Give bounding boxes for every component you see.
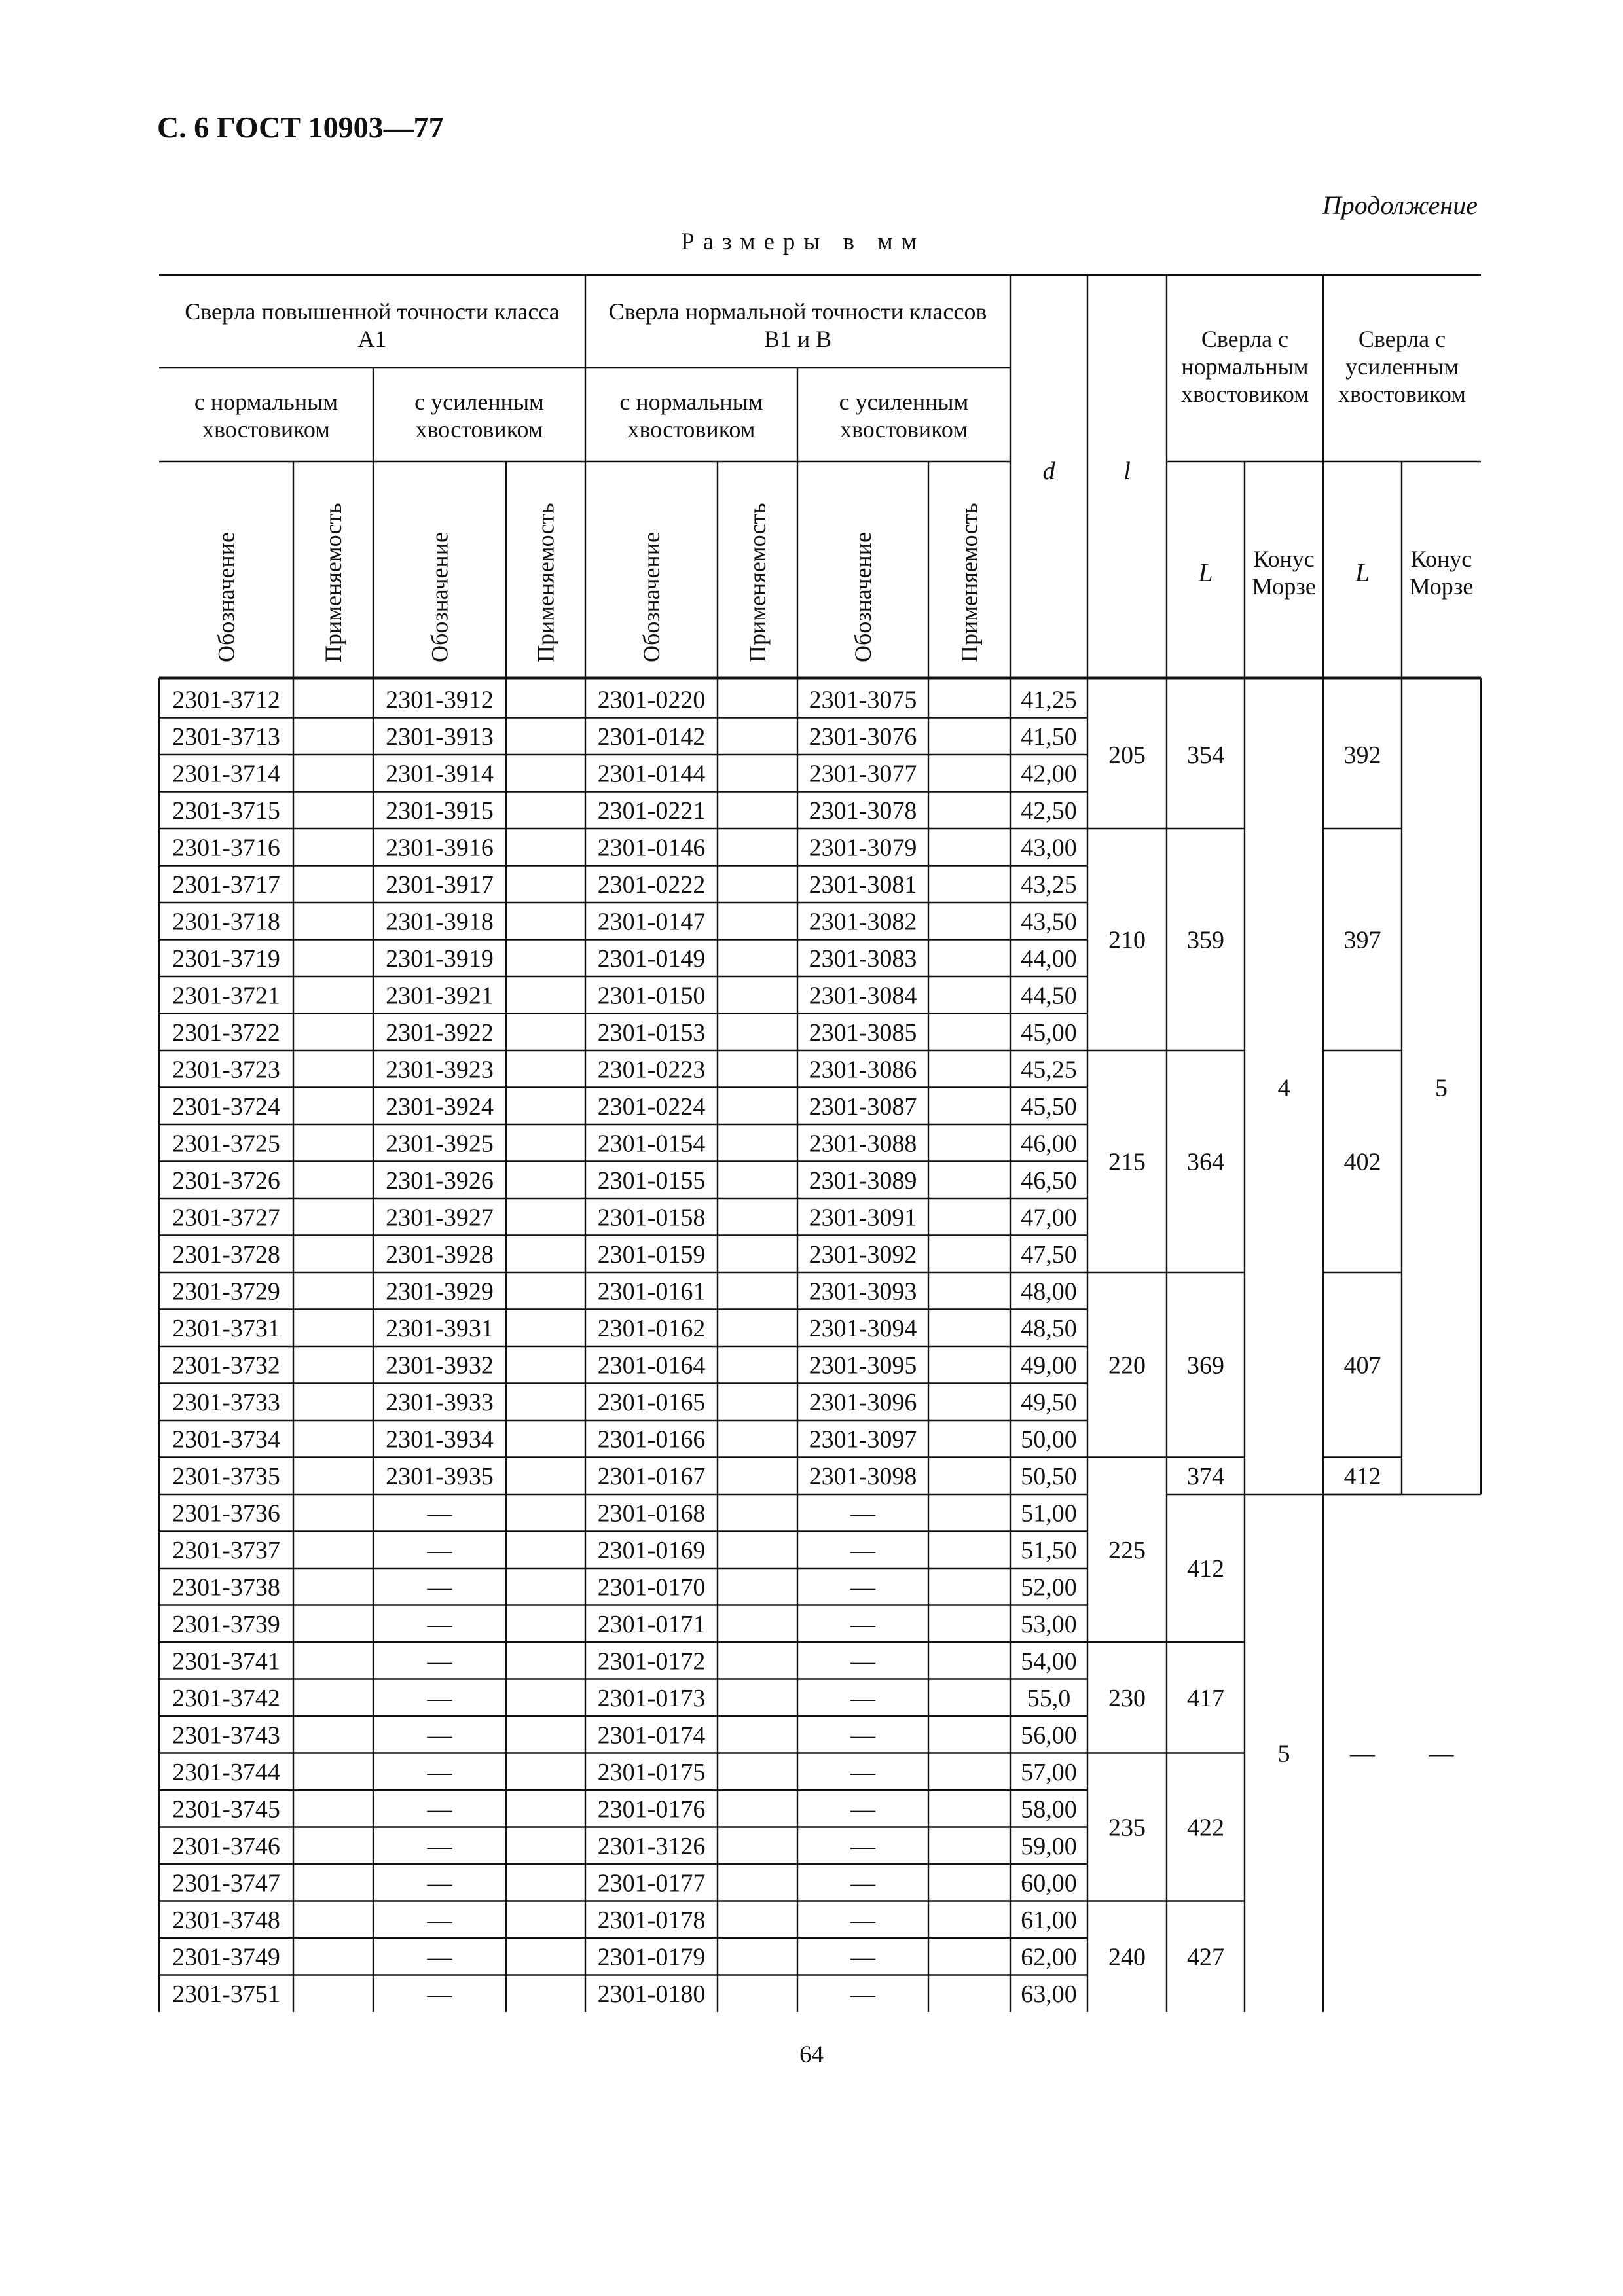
cell-d: 47,50 bbox=[1021, 1240, 1077, 1268]
cell-designation-a1-normal: 2301-3749 bbox=[172, 1943, 280, 1971]
cell-d: 42,50 bbox=[1021, 797, 1077, 825]
cell-designation-a1-reinforced: 2301-3933 bbox=[386, 1388, 494, 1416]
cell-designation-b-reinforced: 2301-3095 bbox=[809, 1352, 917, 1380]
cell-designation-b-reinforced: — bbox=[850, 1647, 875, 1676]
cell-designation-b-normal: 2301-0161 bbox=[597, 1278, 706, 1306]
cell-designation-a1-reinforced: 2301-3922 bbox=[386, 1018, 494, 1047]
cell-L-reinforced: 412 bbox=[1343, 1462, 1381, 1490]
cell-designation-a1-normal: 2301-3751 bbox=[172, 1980, 280, 2008]
header-drills-normal-shank: Сверла с bbox=[1201, 326, 1289, 352]
header-reinforced-shank: хвостовиком bbox=[840, 416, 968, 442]
cell-designation-b-reinforced: — bbox=[850, 1684, 875, 1712]
header-designation: Обозначение bbox=[638, 532, 665, 662]
cell-designation-b-reinforced: 2301-3078 bbox=[809, 797, 917, 825]
cell-designation-a1-reinforced: 2301-3929 bbox=[386, 1278, 494, 1306]
cell-L-normal: 374 bbox=[1187, 1462, 1224, 1490]
cell-designation-b-normal: 2301-0162 bbox=[597, 1314, 706, 1342]
cell-designation-a1-normal: 2301-3727 bbox=[172, 1204, 280, 1232]
header-reinforced-shank: с усиленным bbox=[414, 389, 544, 415]
cell-designation-b-reinforced: — bbox=[850, 1795, 875, 1823]
cell-designation-a1-normal: 2301-3745 bbox=[172, 1795, 280, 1823]
cell-designation-a1-reinforced: — bbox=[427, 1943, 452, 1971]
cell-designation-b-reinforced: 2301-3076 bbox=[809, 723, 917, 751]
cell-designation-a1-normal: 2301-3743 bbox=[172, 1721, 280, 1749]
cell-designation-b-reinforced: — bbox=[850, 1943, 875, 1971]
cell-designation-b-reinforced: 2301-3075 bbox=[809, 686, 917, 714]
cell-designation-a1-reinforced: 2301-3913 bbox=[386, 723, 494, 751]
cell-designation-b-reinforced: — bbox=[850, 1610, 875, 1638]
cell-d: 47,00 bbox=[1021, 1204, 1077, 1232]
cell-L-normal: 427 bbox=[1187, 1943, 1224, 1971]
cell-l: 215 bbox=[1108, 1148, 1146, 1176]
cell-designation-a1-reinforced: — bbox=[427, 1721, 452, 1749]
cell-designation-a1-reinforced: — bbox=[427, 1980, 452, 2008]
cell-designation-b-normal: 2301-0154 bbox=[597, 1130, 706, 1158]
cell-d: 58,00 bbox=[1021, 1795, 1077, 1823]
cell-d: 42,00 bbox=[1021, 760, 1077, 788]
cell-d: 51,50 bbox=[1021, 1536, 1077, 1564]
cell-designation-b-normal: 2301-0167 bbox=[597, 1462, 706, 1490]
cell-designation-a1-normal: 2301-3716 bbox=[172, 834, 280, 862]
cell-designation-a1-reinforced: — bbox=[427, 1573, 452, 1602]
units-caption: Размеры в мм bbox=[681, 228, 926, 255]
cell-designation-b-normal: 2301-0174 bbox=[597, 1721, 706, 1749]
cell-d: 50,50 bbox=[1021, 1462, 1077, 1490]
cell-d: 62,00 bbox=[1021, 1943, 1077, 1971]
cell-designation-a1-reinforced: 2301-3914 bbox=[386, 760, 494, 788]
cell-designation-b-reinforced: — bbox=[850, 1536, 875, 1564]
cell-d: 43,50 bbox=[1021, 908, 1077, 936]
cell-designation-a1-normal: 2301-3726 bbox=[172, 1166, 280, 1194]
cell-d: 52,00 bbox=[1021, 1573, 1077, 1602]
cell-designation-b-normal: 2301-3126 bbox=[597, 1832, 706, 1860]
cell-designation-a1-reinforced: 2301-3932 bbox=[386, 1352, 494, 1380]
cell-designation-b-normal: 2301-0222 bbox=[597, 870, 706, 899]
cell-designation-b-reinforced: 2301-3081 bbox=[809, 870, 917, 899]
cell-designation-b-reinforced: 2301-3092 bbox=[809, 1240, 917, 1268]
cell-designation-a1-reinforced: — bbox=[427, 1610, 452, 1638]
cell-L-normal: 412 bbox=[1187, 1555, 1224, 1583]
cell-designation-a1-reinforced: 2301-3924 bbox=[386, 1092, 494, 1121]
cell-l: 225 bbox=[1108, 1536, 1146, 1564]
cell-designation-a1-reinforced: 2301-3915 bbox=[386, 797, 494, 825]
header-designation: Обозначение bbox=[213, 532, 240, 662]
cell-designation-a1-reinforced: 2301-3926 bbox=[386, 1166, 494, 1194]
cell-designation-a1-normal: 2301-3725 bbox=[172, 1130, 280, 1158]
cell-designation-b-normal: 2301-0223 bbox=[597, 1056, 706, 1084]
cell-designation-a1-normal: 2301-3731 bbox=[172, 1314, 280, 1342]
cell-d: 45,50 bbox=[1021, 1092, 1077, 1121]
header-applicability: Применяемость bbox=[956, 503, 983, 662]
header-normal-shank: хвостовиком bbox=[627, 416, 756, 442]
cell-d: 45,00 bbox=[1021, 1018, 1077, 1047]
cell-d: 44,00 bbox=[1021, 944, 1077, 973]
cell-l: 220 bbox=[1108, 1352, 1146, 1380]
cell-designation-b-reinforced: — bbox=[850, 1832, 875, 1860]
cell-d: 59,00 bbox=[1021, 1832, 1077, 1860]
cell-d: 46,50 bbox=[1021, 1166, 1077, 1194]
cell-designation-b-reinforced: 2301-3079 bbox=[809, 834, 917, 862]
header-morse-taper: Морзе bbox=[1252, 573, 1316, 600]
cell-d: 50,00 bbox=[1021, 1426, 1077, 1454]
header-drills-reinforced-shank: Сверла с bbox=[1358, 326, 1446, 352]
cell-designation-b-normal: 2301-0170 bbox=[597, 1573, 706, 1602]
cell-designation-b-normal: 2301-0159 bbox=[597, 1240, 706, 1268]
cell-designation-a1-normal: 2301-3714 bbox=[172, 760, 280, 788]
cell-designation-b-normal: 2301-0147 bbox=[597, 908, 706, 936]
cell-d: 48,50 bbox=[1021, 1314, 1077, 1342]
cell-designation-a1-normal: 2301-3741 bbox=[172, 1647, 280, 1676]
cell-designation-b-reinforced: 2301-3089 bbox=[809, 1166, 917, 1194]
cell-designation-b-normal: 2301-0150 bbox=[597, 982, 706, 1010]
cell-d: 51,00 bbox=[1021, 1499, 1077, 1528]
header-applicability: Применяемость bbox=[532, 503, 559, 662]
cell-designation-a1-reinforced: — bbox=[427, 1758, 452, 1786]
cell-d: 46,00 bbox=[1021, 1130, 1077, 1158]
header-drills-reinforced-shank: хвостовиком bbox=[1338, 381, 1466, 407]
cell-designation-b-reinforced: — bbox=[850, 1980, 875, 2008]
cell-d: 53,00 bbox=[1021, 1610, 1077, 1638]
cell-designation-a1-normal: 2301-3728 bbox=[172, 1240, 280, 1268]
cell-designation-b-reinforced: 2301-3082 bbox=[809, 908, 917, 936]
cell-designation-a1-normal: 2301-3734 bbox=[172, 1426, 280, 1454]
header-designation: Обозначение bbox=[850, 532, 876, 662]
cell-designation-b-reinforced: 2301-3098 bbox=[809, 1462, 917, 1490]
cell-d: 49,50 bbox=[1021, 1388, 1077, 1416]
cell-designation-a1-normal: 2301-3737 bbox=[172, 1536, 280, 1564]
cell-d: 44,50 bbox=[1021, 982, 1077, 1010]
cell-designation-a1-reinforced: — bbox=[427, 1869, 452, 1897]
cell-designation-b-normal: 2301-0166 bbox=[597, 1426, 706, 1454]
cell-designation-b-reinforced: 2301-3094 bbox=[809, 1314, 917, 1342]
cell-designation-b-reinforced: — bbox=[850, 1758, 875, 1786]
cell-designation-a1-normal: 2301-3739 bbox=[172, 1610, 280, 1638]
cell-designation-b-reinforced: 2301-3083 bbox=[809, 944, 917, 973]
cell-designation-b-normal: 2301-0155 bbox=[597, 1166, 706, 1194]
cell-designation-a1-reinforced: — bbox=[427, 1684, 452, 1712]
cell-designation-a1-reinforced: 2301-3919 bbox=[386, 944, 494, 973]
cell-designation-a1-reinforced: 2301-3916 bbox=[386, 834, 494, 862]
cell-designation-b-normal: 2301-0176 bbox=[597, 1795, 706, 1823]
cell-designation-b-reinforced: 2301-3097 bbox=[809, 1426, 917, 1454]
cell-designation-a1-reinforced: — bbox=[427, 1832, 452, 1860]
cell-designation-a1-reinforced: — bbox=[427, 1536, 452, 1564]
header-group-a1: А1 bbox=[357, 326, 387, 352]
cell-d: 61,00 bbox=[1021, 1906, 1077, 1934]
header-l: l bbox=[1123, 457, 1131, 485]
cell-designation-a1-reinforced: 2301-3917 bbox=[386, 870, 494, 899]
cell-designation-a1-normal: 2301-3721 bbox=[172, 982, 280, 1010]
page-number: 64 bbox=[799, 2041, 824, 2068]
cell-designation-b-normal: 2301-0168 bbox=[597, 1499, 706, 1528]
cell-d: 41,25 bbox=[1021, 686, 1077, 714]
cell-designation-b-reinforced: 2301-3085 bbox=[809, 1018, 917, 1047]
cell-d: 63,00 bbox=[1021, 1980, 1077, 2008]
cell-L-normal: 417 bbox=[1187, 1684, 1224, 1712]
cell-designation-b-normal: 2301-0220 bbox=[597, 686, 706, 714]
cell-designation-a1-normal: 2301-3713 bbox=[172, 723, 280, 751]
cell-designation-b-reinforced: — bbox=[850, 1499, 875, 1528]
cell-designation-a1-reinforced: 2301-3935 bbox=[386, 1462, 494, 1490]
cell-designation-a1-normal: 2301-3732 bbox=[172, 1352, 280, 1380]
cell-designation-a1-normal: 2301-3736 bbox=[172, 1499, 280, 1528]
cell-d: 45,25 bbox=[1021, 1056, 1077, 1084]
cell-designation-b-reinforced: — bbox=[850, 1721, 875, 1749]
cell-designation-b-reinforced: 2301-3091 bbox=[809, 1204, 917, 1232]
cell-designation-b-normal: 2301-0146 bbox=[597, 834, 706, 862]
cell-designation-b-reinforced: 2301-3086 bbox=[809, 1056, 917, 1084]
cell-designation-a1-normal: 2301-3733 bbox=[172, 1388, 280, 1416]
cell-designation-a1-normal: 2301-3729 bbox=[172, 1278, 280, 1306]
cell-l: 205 bbox=[1108, 742, 1146, 769]
cell-designation-b-reinforced: 2301-3088 bbox=[809, 1130, 917, 1158]
cell-designation-b-normal: 2301-0149 bbox=[597, 944, 706, 973]
cell-designation-b-reinforced: — bbox=[850, 1869, 875, 1897]
cell-d: 56,00 bbox=[1021, 1721, 1077, 1749]
header-reinforced-shank: с усиленным bbox=[839, 389, 969, 415]
cell-designation-b-normal: 2301-0158 bbox=[597, 1204, 706, 1232]
cell-d: 49,00 bbox=[1021, 1352, 1077, 1380]
cell-L-reinforced: 397 bbox=[1343, 926, 1381, 954]
header-morse-taper: Конус bbox=[1410, 546, 1472, 572]
cell-designation-b-normal: 2301-0172 bbox=[597, 1647, 706, 1676]
cell-L-normal: 422 bbox=[1187, 1814, 1224, 1842]
cell-d: 60,00 bbox=[1021, 1869, 1077, 1897]
header-normal-shank: с нормальным bbox=[619, 389, 763, 415]
cell-designation-a1-normal: 2301-3717 bbox=[172, 870, 280, 899]
header-applicability: Применяемость bbox=[744, 503, 771, 662]
cell-designation-a1-normal: 2301-3718 bbox=[172, 908, 280, 936]
cell-designation-a1-reinforced: 2301-3931 bbox=[386, 1314, 494, 1342]
cell-designation-a1-normal: 2301-3747 bbox=[172, 1869, 280, 1897]
cell-L-normal: 359 bbox=[1187, 926, 1224, 954]
cell-designation-a1-normal: 2301-3735 bbox=[172, 1462, 280, 1490]
header-drills-normal-shank: нормальным bbox=[1181, 353, 1309, 380]
cell-designation-a1-reinforced: 2301-3927 bbox=[386, 1204, 494, 1232]
cell-designation-b-normal: 2301-0171 bbox=[597, 1610, 706, 1638]
cell-l: 235 bbox=[1108, 1814, 1146, 1842]
header-normal-shank: с нормальным bbox=[194, 389, 338, 415]
cell-designation-b-reinforced: 2301-3084 bbox=[809, 982, 917, 1010]
header-group-b: В1 и В bbox=[763, 326, 832, 352]
cell-designation-b-normal: 2301-0144 bbox=[597, 760, 706, 788]
cell-designation-b-normal: 2301-0179 bbox=[597, 1943, 706, 1971]
cell-designation-a1-normal: 2301-3722 bbox=[172, 1018, 280, 1047]
cell-designation-b-reinforced: 2301-3093 bbox=[809, 1278, 917, 1306]
cell-designation-b-reinforced: — bbox=[850, 1906, 875, 1934]
cell-designation-a1-reinforced: 2301-3921 bbox=[386, 982, 494, 1010]
cell-designation-a1-normal: 2301-3719 bbox=[172, 944, 280, 973]
header-morse-taper: Конус bbox=[1253, 546, 1315, 572]
cell-designation-b-normal: 2301-0169 bbox=[597, 1536, 706, 1564]
cell-designation-a1-reinforced: — bbox=[427, 1795, 452, 1823]
cell-designation-b-normal: 2301-0221 bbox=[597, 797, 706, 825]
header-drills-reinforced-shank: усиленным bbox=[1345, 353, 1459, 380]
cell-designation-a1-normal: 2301-3715 bbox=[172, 797, 280, 825]
cell-morse-normal: 4 bbox=[1277, 1074, 1290, 1102]
cell-designation-a1-normal: 2301-3724 bbox=[172, 1092, 280, 1121]
cell-designation-a1-normal: 2301-3738 bbox=[172, 1573, 280, 1602]
cell-morse-reinforced: 5 bbox=[1435, 1074, 1448, 1102]
cell-designation-a1-reinforced: — bbox=[427, 1647, 452, 1676]
cell-designation-b-reinforced: 2301-3087 bbox=[809, 1092, 917, 1121]
header-morse-taper: Морзе bbox=[1409, 573, 1474, 600]
cell-designation-a1-normal: 2301-3712 bbox=[172, 686, 280, 714]
cell-designation-a1-normal: 2301-3742 bbox=[172, 1684, 280, 1712]
cell-L-reinforced: — bbox=[1350, 1740, 1375, 1768]
cell-L-reinforced: 407 bbox=[1343, 1352, 1381, 1380]
cell-L-reinforced: 392 bbox=[1343, 742, 1381, 769]
header-d: d bbox=[1042, 457, 1055, 485]
cell-L-normal: 369 bbox=[1187, 1352, 1224, 1380]
header-L-normal: L bbox=[1198, 558, 1213, 587]
cell-designation-b-reinforced: 2301-3096 bbox=[809, 1388, 917, 1416]
header-applicability: Применяемость bbox=[320, 503, 346, 662]
cell-l: 210 bbox=[1108, 926, 1146, 954]
cell-d: 55,0 bbox=[1027, 1684, 1071, 1712]
cell-designation-a1-normal: 2301-3744 bbox=[172, 1758, 280, 1786]
cell-designation-a1-reinforced: 2301-3928 bbox=[386, 1240, 494, 1268]
page-header: С. 6 ГОСТ 10903—77 bbox=[157, 111, 444, 144]
cell-d: 43,25 bbox=[1021, 870, 1077, 899]
header-group-b: Сверла нормальной точности классов bbox=[608, 298, 987, 325]
cell-L-normal: 354 bbox=[1187, 742, 1224, 769]
cell-designation-a1-reinforced: 2301-3918 bbox=[386, 908, 494, 936]
cell-l: 230 bbox=[1108, 1684, 1146, 1712]
header-L-reinforced: L bbox=[1355, 558, 1370, 587]
continuation-label: Продолжение bbox=[1322, 190, 1478, 220]
cell-designation-b-normal: 2301-0180 bbox=[597, 1980, 706, 2008]
cell-morse-reinforced: — bbox=[1429, 1740, 1454, 1768]
cell-designation-b-normal: 2301-0164 bbox=[597, 1352, 706, 1380]
cell-morse-normal: 5 bbox=[1277, 1740, 1290, 1768]
cell-l: 240 bbox=[1108, 1943, 1146, 1971]
cell-designation-b-reinforced: — bbox=[850, 1573, 875, 1602]
cell-designation-b-normal: 2301-0177 bbox=[597, 1869, 706, 1897]
cell-d: 57,00 bbox=[1021, 1758, 1077, 1786]
cell-d: 41,50 bbox=[1021, 723, 1077, 751]
cell-L-normal: 364 bbox=[1187, 1148, 1224, 1176]
header-reinforced-shank: хвостовиком bbox=[415, 416, 543, 442]
cell-L-reinforced: 402 bbox=[1343, 1148, 1381, 1176]
cell-d: 48,00 bbox=[1021, 1278, 1077, 1306]
cell-designation-a1-reinforced: 2301-3934 bbox=[386, 1426, 494, 1454]
cell-designation-b-normal: 2301-0153 bbox=[597, 1018, 706, 1047]
cell-d: 54,00 bbox=[1021, 1647, 1077, 1676]
header-designation: Обозначение bbox=[426, 532, 453, 662]
cell-designation-a1-reinforced: 2301-3912 bbox=[386, 686, 494, 714]
cell-designation-b-normal: 2301-0224 bbox=[597, 1092, 706, 1121]
cell-designation-b-normal: 2301-0165 bbox=[597, 1388, 706, 1416]
cell-designation-a1-normal: 2301-3748 bbox=[172, 1906, 280, 1934]
cell-designation-a1-reinforced: — bbox=[427, 1906, 452, 1934]
cell-designation-b-normal: 2301-0142 bbox=[597, 723, 706, 751]
cell-designation-b-reinforced: 2301-3077 bbox=[809, 760, 917, 788]
cell-designation-a1-reinforced: 2301-3925 bbox=[386, 1130, 494, 1158]
cell-designation-b-normal: 2301-0173 bbox=[597, 1684, 706, 1712]
cell-designation-a1-reinforced: 2301-3923 bbox=[386, 1056, 494, 1084]
cell-d: 43,00 bbox=[1021, 834, 1077, 862]
cell-designation-a1-reinforced: — bbox=[427, 1499, 452, 1528]
cell-designation-a1-normal: 2301-3723 bbox=[172, 1056, 280, 1084]
cell-designation-b-normal: 2301-0175 bbox=[597, 1758, 706, 1786]
header-drills-normal-shank: хвостовиком bbox=[1181, 381, 1309, 407]
cell-designation-a1-normal: 2301-3746 bbox=[172, 1832, 280, 1860]
header-normal-shank: хвостовиком bbox=[202, 416, 330, 442]
cell-designation-b-normal: 2301-0178 bbox=[597, 1906, 706, 1934]
header-group-a1: Сверла повышенной точности класса bbox=[185, 298, 560, 325]
